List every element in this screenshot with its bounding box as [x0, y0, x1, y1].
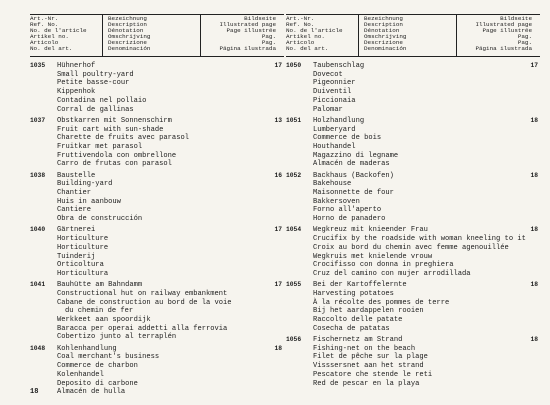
- article-name: Horticulture: [57, 235, 109, 244]
- illustrated-page-number: 18: [530, 116, 538, 124]
- right-entry-list: [286, 62, 540, 388]
- article-name: Charette de fruits avec parasol: [57, 134, 189, 143]
- article-number: 1050: [286, 62, 302, 69]
- catalog-entry: [286, 117, 540, 169]
- catalog-entry: [30, 345, 284, 397]
- article-names: [57, 281, 252, 342]
- article-names: [57, 172, 252, 224]
- article-names: [57, 226, 252, 278]
- article-name: Almacén de hulla: [57, 388, 126, 397]
- header-divider: [456, 15, 457, 56]
- article-name: Hühnerhof: [57, 62, 96, 70]
- article-name: Cosecha de patatas: [313, 324, 390, 333]
- catalog-entry: [286, 62, 540, 114]
- article-name: Lumberyard: [313, 125, 356, 134]
- article-name: Baracca per operai addetti alla ferrovia: [57, 324, 228, 333]
- article-name: Horticultura: [57, 269, 109, 278]
- left-column: [30, 14, 284, 400]
- article-name: du chemin de fer: [65, 307, 134, 316]
- article-name: Crucifix by the roadside with woman kneeling to it: [313, 235, 526, 244]
- article-name: Wegkruis met knielende vrouw: [313, 252, 433, 261]
- article-name: Cruz del camino con mujer arrodillada: [313, 269, 471, 278]
- article-name: Constructional hut on railway embankment: [57, 289, 228, 298]
- catalog-entry: [286, 226, 540, 278]
- article-name: Huis in aanbouw: [57, 197, 121, 206]
- article-name: Crocifisso con donna in preghiera: [313, 261, 454, 270]
- article-name: Piccionaia: [313, 96, 356, 105]
- article-name: Small poultry-yard: [57, 70, 134, 79]
- article-name: Kippenhok: [57, 88, 96, 97]
- article-names: [313, 336, 508, 388]
- article-name: Bauhütte am Bahndamm: [57, 281, 143, 290]
- article-number: 1035: [30, 62, 46, 69]
- article-name: Fischernetz am Strand: [313, 336, 403, 345]
- article-name: Harvesting potatoes: [313, 289, 394, 298]
- article-name: Obstkarren mit Sonnenschirm: [57, 116, 172, 125]
- article-name: Cantiere: [57, 206, 92, 215]
- article-name: Horno de panadero: [313, 215, 386, 224]
- illustrated-page-number: 18: [530, 281, 538, 289]
- article-name: Werkkeet aan spoordijk: [57, 316, 151, 325]
- article-names: [313, 117, 508, 169]
- article-name: Gärtnerei: [57, 226, 96, 235]
- illustrated-page-number: 13: [274, 116, 282, 124]
- article-name: Horticulture: [57, 243, 109, 252]
- illustrated-page-number: 16: [274, 171, 282, 179]
- article-name: Chantier: [57, 189, 92, 198]
- article-name: Raccolto delle patate: [313, 316, 403, 325]
- catalog-entry: [30, 172, 284, 224]
- article-number: 1055: [286, 281, 302, 289]
- article-name: Visssersnet aan het strand: [313, 362, 424, 371]
- illustrated-page-number: 17: [274, 281, 282, 289]
- article-name: Bij het aardappelen rooien: [313, 307, 424, 316]
- article-name: Pescatore che stende le reti: [313, 370, 433, 379]
- header-divider: [102, 15, 103, 56]
- illustrated-page-number: 18: [274, 344, 282, 352]
- header-illustrated-page: Bildseite Illustrated page Page illustrée Pag. Pag. Página ilustrada: [475, 15, 532, 53]
- catalog-entry: [30, 62, 284, 114]
- article-name: Tuinderij: [57, 252, 96, 261]
- article-number: 1054: [286, 226, 302, 234]
- article-name: Duiventil: [313, 88, 352, 97]
- header-description: Bezeichnung Description Dénotation Omschrijving Descrizione Denominación: [108, 15, 151, 53]
- article-name: Fruitkar met parasol: [57, 142, 143, 151]
- header-illustrated-page: Bildseite Illustrated page Page illustrée Pag. Pag. Página ilustrada: [219, 15, 276, 53]
- illustrated-page-number: 18: [530, 226, 538, 234]
- article-name: Orticoltura: [57, 261, 104, 270]
- header-description: Bezeichnung Description Dénotation Omschrijving Descrizione Denominación: [364, 15, 407, 53]
- article-name: Bei der Kartoffelernte: [313, 281, 407, 290]
- article-name: Bakkersoven: [313, 197, 360, 206]
- article-name: Obra de construcción: [57, 215, 143, 224]
- article-name: Kohlenhandlung: [57, 344, 117, 353]
- article-name: Building-yard: [57, 180, 113, 189]
- page-number: 18: [30, 388, 39, 396]
- illustrated-page-number: 17: [530, 62, 538, 69]
- article-number: 1048: [30, 344, 46, 352]
- article-name: Backhaus (Backofen): [313, 171, 394, 180]
- left-entry-list: [30, 62, 284, 397]
- article-name: Fruit cart with sun-shade: [57, 125, 164, 134]
- header-article-number: Art.-Nr. Ref. No. No. de l'article Artikel no. Articolo No. del art.: [286, 15, 343, 53]
- article-name: Bakehouse: [313, 180, 352, 189]
- catalog-entry: [30, 226, 284, 278]
- article-names: [313, 172, 508, 224]
- article-name: Kolenhandel: [57, 370, 104, 379]
- article-number: 1038: [30, 171, 46, 179]
- right-column: [286, 14, 540, 391]
- article-name: Baustelle: [57, 171, 96, 180]
- article-name: Houthandel: [313, 142, 356, 151]
- article-name: Forno all'aperto: [313, 206, 382, 215]
- article-name: À la récolte des pommes de terre: [313, 298, 450, 307]
- illustrated-page-number: 17: [274, 226, 282, 234]
- article-name: Corral de gallinas: [57, 105, 134, 114]
- header-divider: [358, 15, 359, 56]
- header-divider: [200, 15, 201, 56]
- article-number: 1056: [286, 336, 302, 344]
- article-number: 1040: [30, 226, 46, 234]
- illustrated-page-number: 18: [530, 336, 538, 344]
- article-name: Petite basse-cour: [57, 79, 130, 88]
- article-name: Magazzino di legname: [313, 151, 399, 160]
- article-name: Deposito di carbone: [57, 379, 138, 388]
- article-name: Fruttivendola con ombrellone: [57, 151, 177, 160]
- illustrated-page-number: 18: [530, 171, 538, 179]
- article-name: Filet de pêche sur la plage: [313, 353, 428, 362]
- article-name: Commerce de charbon: [57, 362, 138, 371]
- article-name: Palomar: [313, 105, 343, 114]
- right-table-header: [286, 14, 540, 57]
- article-name: Fishing-net on the beach: [313, 344, 416, 353]
- article-names: [57, 117, 252, 169]
- article-name: Taubenschlag: [313, 62, 365, 70]
- catalog-entry: [30, 281, 284, 342]
- catalog-entry: [30, 117, 284, 169]
- article-names: [313, 62, 508, 114]
- article-name: Maisonnette de four: [313, 189, 394, 198]
- article-name: Holzhandlung: [313, 116, 365, 125]
- article-name: Commerce de bois: [313, 134, 382, 143]
- article-number: 1051: [286, 116, 302, 124]
- article-names: [57, 62, 252, 114]
- left-table-header: [30, 14, 284, 57]
- article-names: [313, 281, 508, 333]
- article-number: 1052: [286, 171, 302, 179]
- article-name: Dovecot: [313, 70, 343, 79]
- catalog-entry: [286, 172, 540, 224]
- article-name: Pigeonnier: [313, 79, 356, 88]
- article-name: Red de pescar en la playa: [313, 379, 420, 388]
- article-names: [57, 345, 252, 397]
- article-name: Wegkreuz mit knieender Frau: [313, 226, 428, 235]
- header-article-number: Art.-Nr. Ref. No. No. de l'article Artikel no. Articolo No. del art.: [30, 15, 87, 53]
- article-number: 1041: [30, 281, 46, 289]
- article-name: Croix au bord du chemin avec femme agenouillée: [313, 243, 509, 252]
- article-name: Cabane de construction au bord de la voie: [57, 298, 232, 307]
- catalog-entry: [286, 336, 540, 388]
- illustrated-page-number: 17: [274, 62, 282, 69]
- article-name: Cobertizo junto al terraplén: [57, 333, 177, 342]
- article-name: Contadina nel pollaio: [57, 96, 147, 105]
- article-name: Coal merchant's business: [57, 353, 160, 362]
- article-name: Carro de frutas con parasol: [57, 160, 172, 169]
- article-names: [313, 226, 526, 278]
- article-number: 1037: [30, 116, 46, 124]
- catalog-entry: [286, 281, 540, 333]
- article-name: Almacén de maderas: [313, 160, 390, 169]
